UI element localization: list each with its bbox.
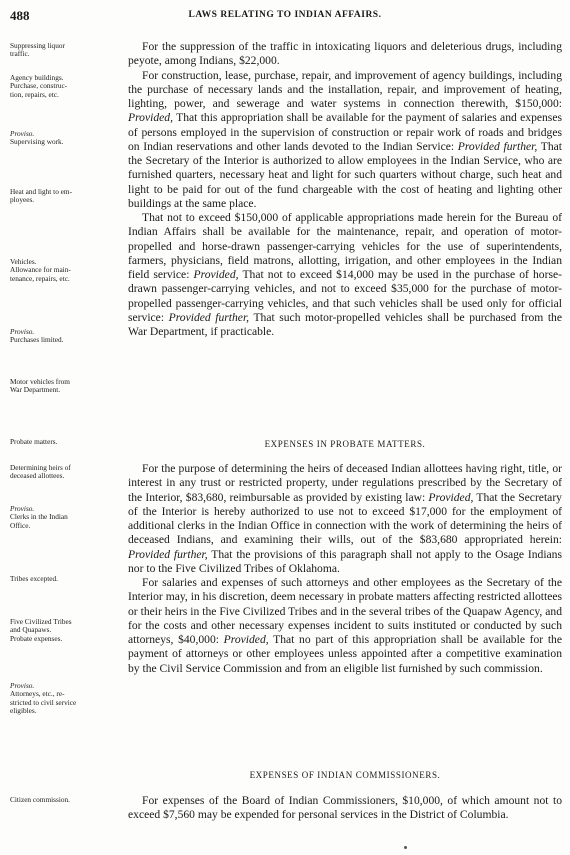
margin-line: Agency buildings. [10,73,64,82]
margin-line: Tribes excepted. [10,574,58,583]
proviso-word: Provided, [223,633,269,646]
paragraph-commissioners [128,794,562,823]
margin-line: Proviso. [10,681,35,690]
margin-line: eligibles. [10,706,37,716]
margin-line: tion, repairs, etc. [10,89,59,99]
paragraph-text: That not to exceed $14,000 may be used in the purchase of horse-drawn passenger-carrying vehicles, and not to exceed $35,000 for the purchase of motor-propelled passenger-carrying vehicles, and that such vehicles shall be used only for official service: [128,268,562,324]
margin-line: Motor vehicles from [10,377,70,386]
margin-note-supervising [6,130,122,147]
margin-line: Probate expenses. [10,633,63,643]
margin-line: ployees. [10,195,35,205]
margin-note-clerks [6,505,122,530]
print-dot [404,846,407,849]
paragraph-text: For salaries and expenses of such attorneys and other employees as the Secretary of the Interior may, in his discretion, deem necessary in probate matters affecting restricted allottees or their heirs in the Five Civilized Tribes and in the several tribes of the Quapaw Agency, and for the costs and other necessary expenses incident to suits instituted or conducted by such attorneys, $40,000: [128,576,562,646]
margin-note-buildings [6,74,122,99]
margin-note-citizen [6,796,122,804]
paragraph-text: For construction, lease, purchase, repair, and improvement of agency buildings, including the purchase of necessary lands and the installation, repair, and improvement of heating, lighting, power, and sewerage and water systems in connection therewith, $150,000: [128,68,562,110]
margin-note-vehicles [6,258,122,283]
margin-line: Determining heirs of [10,463,71,472]
margin-line: and Quapaws. [10,625,52,635]
paragraph-buildings [128,69,562,212]
paragraph-text: That no part of this appropriation shall be available for the payment of attorneys or other employees unless appointed after a competitive examination by the Civil Service Commission and from an eligible list furnished by such commission. [128,633,563,675]
margin-line: Proviso. [10,504,35,513]
paragraph-text: That not to exceed $150,000 of applicable appropriations made herein for the Bureau of Indian Affairs shall be available for the maintenance, repair, and operation of motor-propelled and horse-drawn passenger-carrying vehicles for the use of superintendents, farmers, physicians, field matrons, allotting, irrigation, and other employees in the Indian field service: [128,211,562,281]
running-head: LAWS RELATING TO INDIAN AFFAIRS. [188,10,382,20]
margin-line: Vehicles. [10,257,37,266]
section-heading-probate: EXPENSES IN PROBATE MATTERS. [264,439,426,449]
margin-line: Proviso. [10,129,35,138]
paragraph-text: For the purpose of determining the heirs of deceased Indian allottees having right, title, or interest in any trust or restricted property, under regulations prescribed by the Secretary of the Interior, $83,680, reimbursable as provided by existing law: [128,462,562,504]
margin-note-attorneys [6,682,122,716]
paragraph-attorneys [128,576,562,676]
proviso-word: Provided further, [128,547,208,561]
paragraph-heirs [128,462,562,576]
page-header [10,8,560,24]
margin-line: Purchase, construc- [10,81,68,91]
margin-line: Clerks in the Indian [10,512,68,522]
margin-note-heirs [6,464,122,481]
margin-line: tenance, repairs, etc. [10,273,70,283]
margin-line: Suppressing liquor [10,41,65,50]
margin-note-purchases [6,328,122,345]
body-text-block-1 [128,40,562,339]
margin-line: Office. [10,520,31,530]
paragraph-liquor [128,40,562,69]
margin-line: Proviso. [10,327,35,336]
margin-line: Purchases limited. [10,335,64,345]
proviso-word: Provided further, [168,310,250,324]
margin-line: traffic. [10,49,30,59]
paragraph-text: That the Secretary of the Interior is hereby authorized to use not to exceed $17,000 for the employment of additional clerks in the Indian Office in connection with the work of determining the heirs of deceased Indians, and examining their wills, out of the $83,680 appropriated herein: [128,490,562,547]
margin-note-liquor [6,42,122,59]
margin-note-probate [6,438,122,446]
margin-note-tribes-excepted [6,575,122,583]
margin-line: deceased allottees. [10,471,65,481]
margin-note-war-department [6,378,122,395]
proviso-word: Provided, [128,111,173,125]
margin-line: Attorneys, etc., re- [10,689,65,699]
margin-line: Probate matters. [10,437,58,446]
body-text-block-2 [128,462,562,676]
proviso-word: Provided further, [457,139,538,153]
proviso-word: Provided, [428,490,474,504]
paragraph-vehicles [128,211,562,339]
margin-line: Heat and light to em- [10,187,73,196]
body-text-block-3 [128,794,562,823]
section-heading-commissioners: EXPENSES OF INDIAN COMMISSIONERS. [249,770,441,780]
margin-note-heat-light [6,188,122,205]
paragraph-text: That such motor-propelled vehicles shall be purchased from the War Department, if practicable. [128,310,562,338]
margin-line: Five Civilized Tribes [10,617,72,626]
paragraph-text: That the provisions of this paragraph shall not apply to the Osage Indians nor to the Five Civilized Tribes of Oklahoma. [128,547,562,575]
page-number: 488 [10,8,30,23]
paragraph-text: For the suppression of the traffic in intoxicating liquors and deleterious drugs, including peyote, among Indians, $22,000. [128,40,562,68]
paragraph-text: That this appropriation shall be available for the payment of salaries and expenses of persons employed in the supervision of construction or repair work of roads and bridges on Indian reservations and other lands devoted to the Indian Service: [128,111,562,153]
proviso-word: Provided, [193,268,239,281]
paragraph-text: That the Secretary of the Interior is authorized to allow employees in the Indian Service, who are furnished quarters, necessary heat and light for such quarters without charge, such heat and light to be paid for out of the fund chargeable with the cost of heating and lighting other buildings at the same place. [128,139,562,210]
margin-line: Supervising work. [10,137,64,147]
margin-line: stricted to civil service [10,697,77,707]
paragraph-text: For expenses of the Board of Indian Commissioners, $10,000, of which amount not to exceed $7,560 may be expended for personal services in the District of Columbia. [128,794,562,822]
margin-line: War Department. [10,385,61,395]
margin-line: Citizen commission. [10,795,70,804]
margin-line: Allowance for main- [10,265,71,275]
margin-note-five-tribes [6,618,122,643]
